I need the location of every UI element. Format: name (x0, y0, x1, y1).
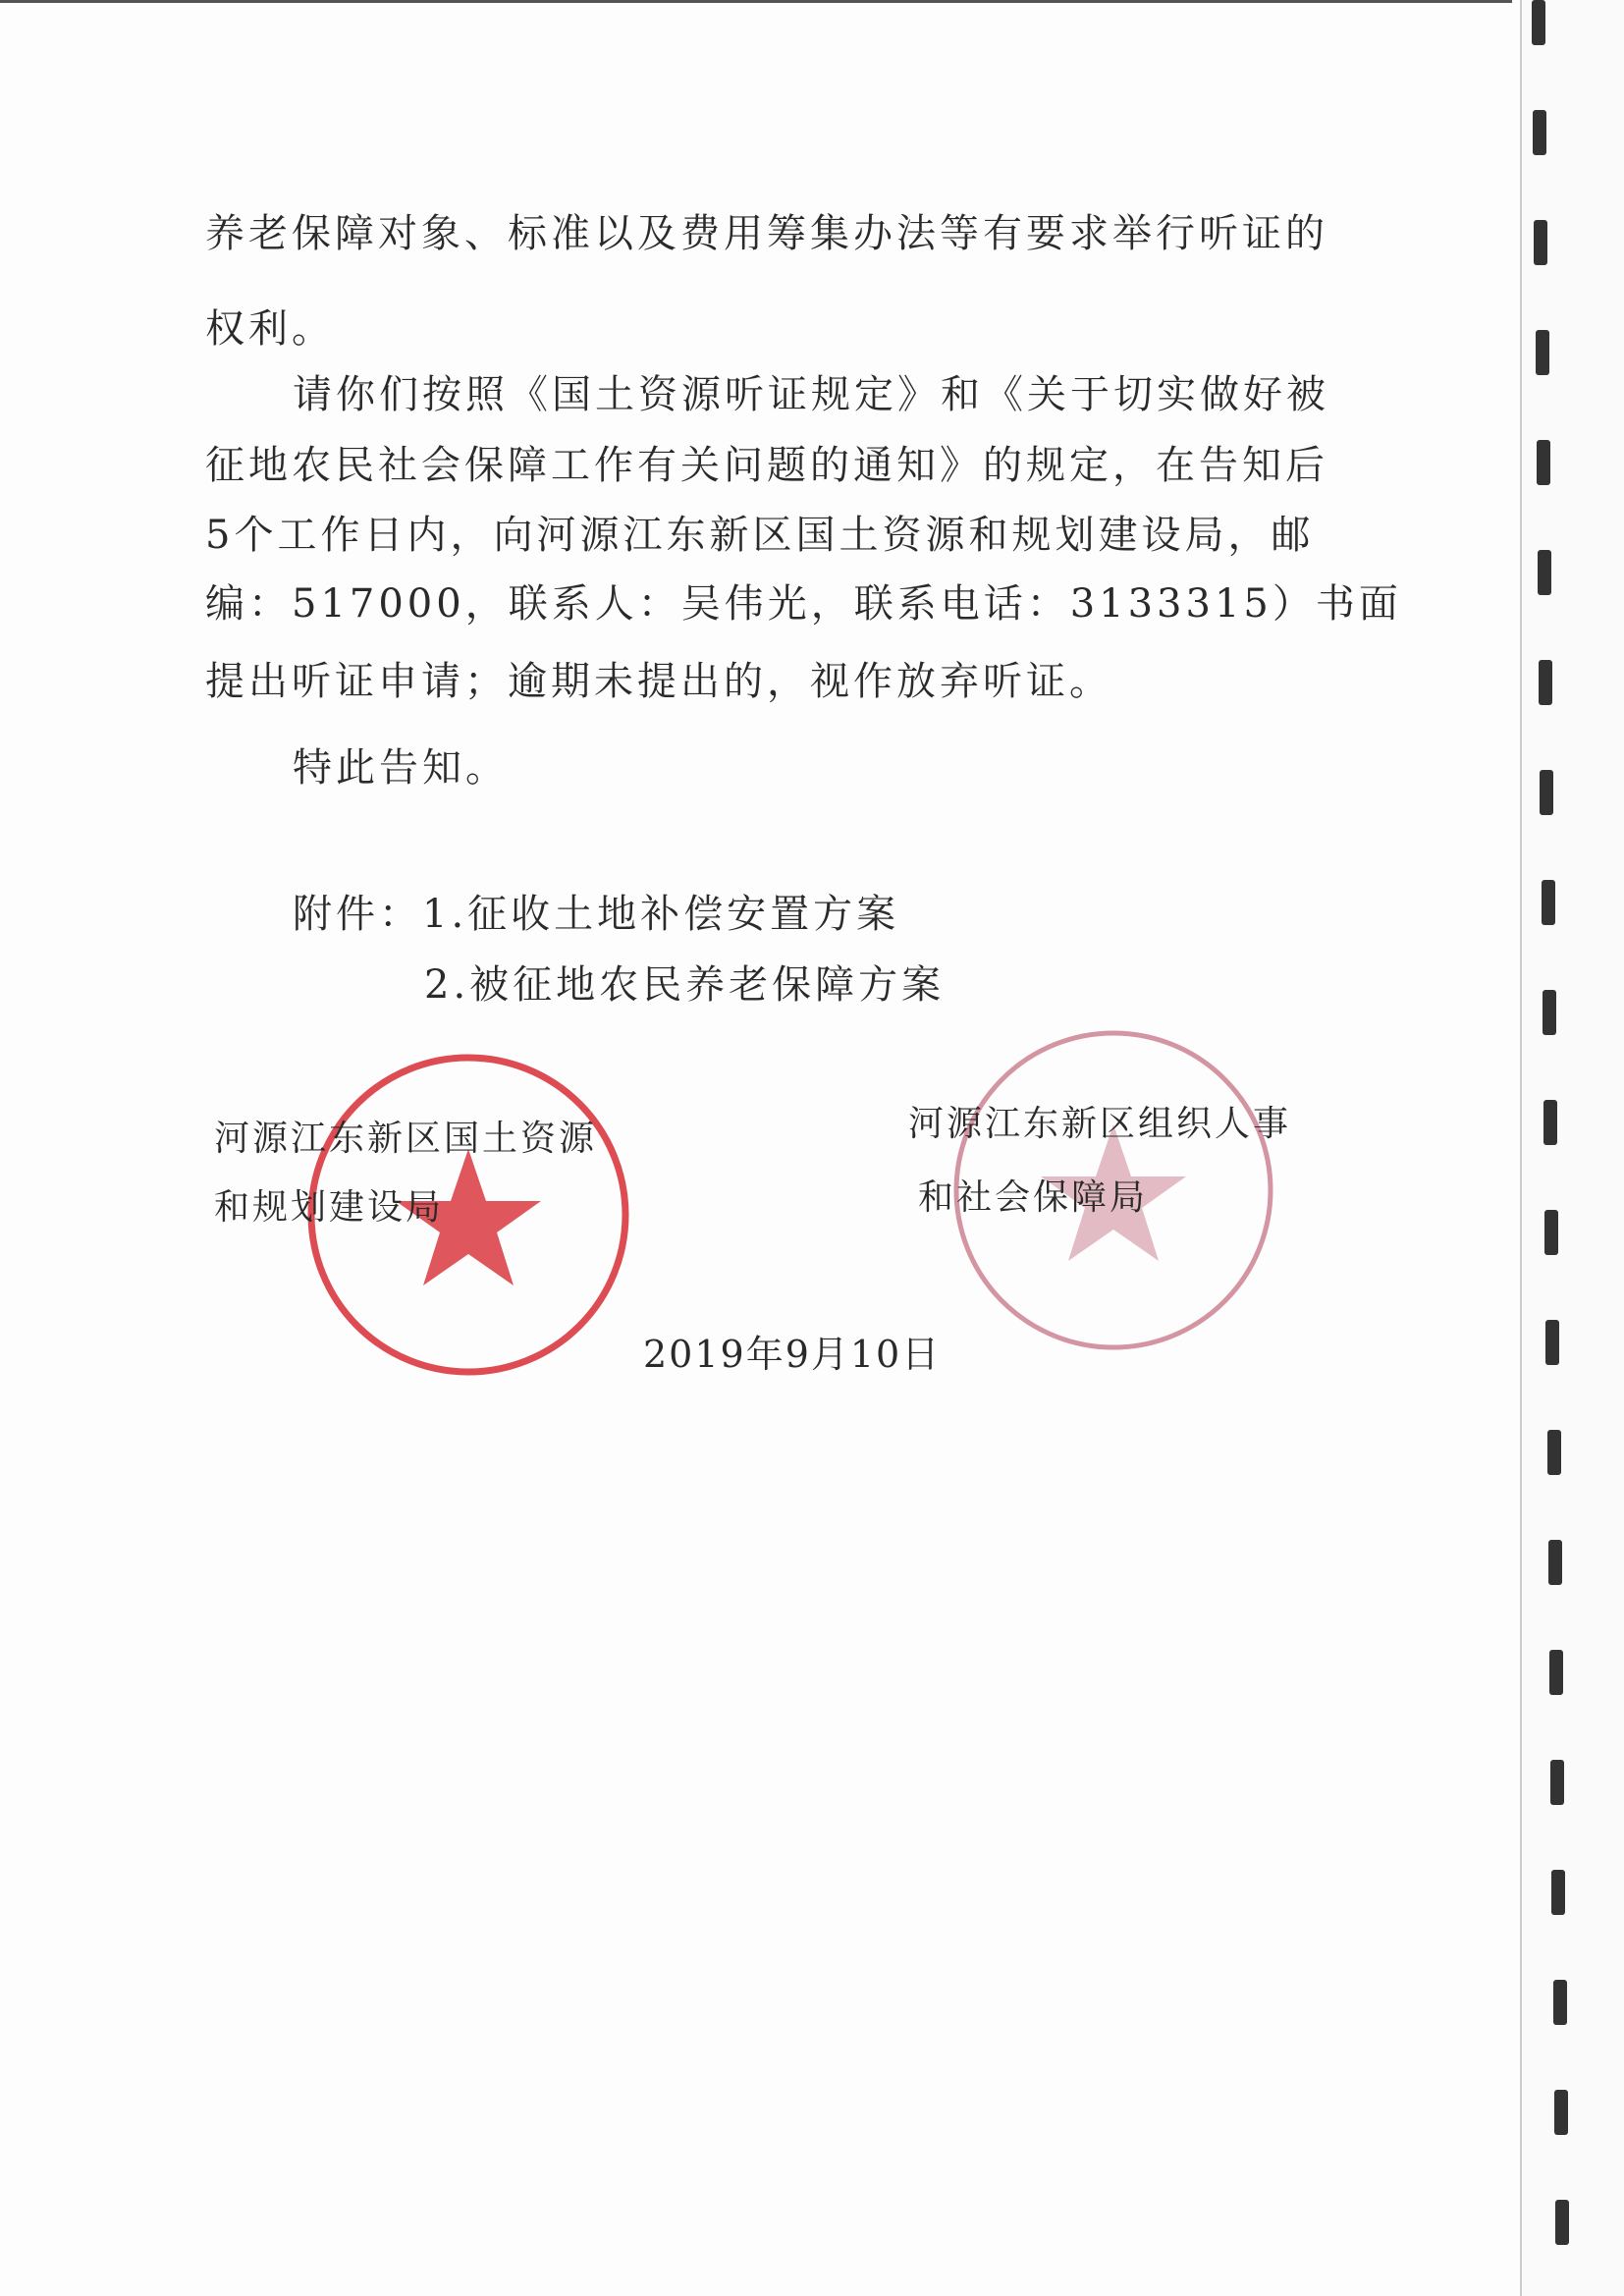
binding-hole-mark (1555, 2200, 1569, 2245)
binding-hole-mark (1538, 550, 1551, 595)
binding-hole-mark (1543, 1100, 1557, 1145)
body-line: 编：517000，联系人：吴伟光，联系电话：3133315）书面 (205, 581, 1402, 627)
binding-hole-mark (1543, 990, 1556, 1035)
document-date: 2019年9月10日 (643, 1333, 942, 1376)
binding-strip (1520, 0, 1624, 2296)
body-line: 征地农民社会保障工作有关问题的通知》的规定，在告知后 (205, 443, 1328, 488)
binding-hole-mark (1533, 110, 1546, 155)
binding-hole-mark (1553, 1980, 1567, 2025)
body-line: 权利。 (205, 306, 335, 352)
binding-hole-mark (1550, 1760, 1564, 1805)
binding-hole-mark (1542, 880, 1555, 925)
signature-left-line2: 和规划建设局 (214, 1187, 445, 1228)
body-line: 养老保障对象、标准以及费用筹集办法等有要求举行听证的 (205, 211, 1328, 256)
attachment-1: 附件：1.征收土地补偿安置方案 (293, 892, 900, 937)
signature-right-line2: 和社会保障局 (918, 1177, 1149, 1218)
body-line: 请你们按照《国土资源听证规定》和《关于切实做好被 (293, 372, 1329, 417)
binding-hole-mark (1544, 1210, 1558, 1255)
binding-hole-mark (1534, 220, 1547, 265)
binding-hole-mark (1539, 660, 1552, 705)
binding-hole-mark (1532, 0, 1545, 45)
binding-hole-mark (1540, 770, 1553, 815)
signature-right-line1: 河源江东新区组织人事 (908, 1104, 1292, 1144)
binding-hole-mark (1545, 1320, 1559, 1365)
binding-hole-mark (1537, 440, 1550, 485)
scan-edge (0, 0, 1512, 3)
binding-hole-mark (1554, 2090, 1568, 2135)
body-line: 5个工作日内，向河源江东新区国土资源和规划建设局，邮 (205, 513, 1315, 558)
binding-hole-mark (1548, 1540, 1562, 1585)
binding-hole-mark (1536, 330, 1549, 375)
signature-left-line1: 河源江东新区国土资源 (214, 1119, 598, 1159)
attachment-2: 2.被征地农民养老保障方案 (424, 962, 946, 1008)
binding-hole-mark (1547, 1430, 1561, 1475)
binding-hole-mark (1551, 1870, 1565, 1915)
body-line: 提出听证申请；逾期未提出的，视作放弃听证。 (205, 659, 1112, 704)
binding-hole-mark (1549, 1650, 1563, 1695)
closing-line: 特此告知。 (293, 745, 509, 791)
